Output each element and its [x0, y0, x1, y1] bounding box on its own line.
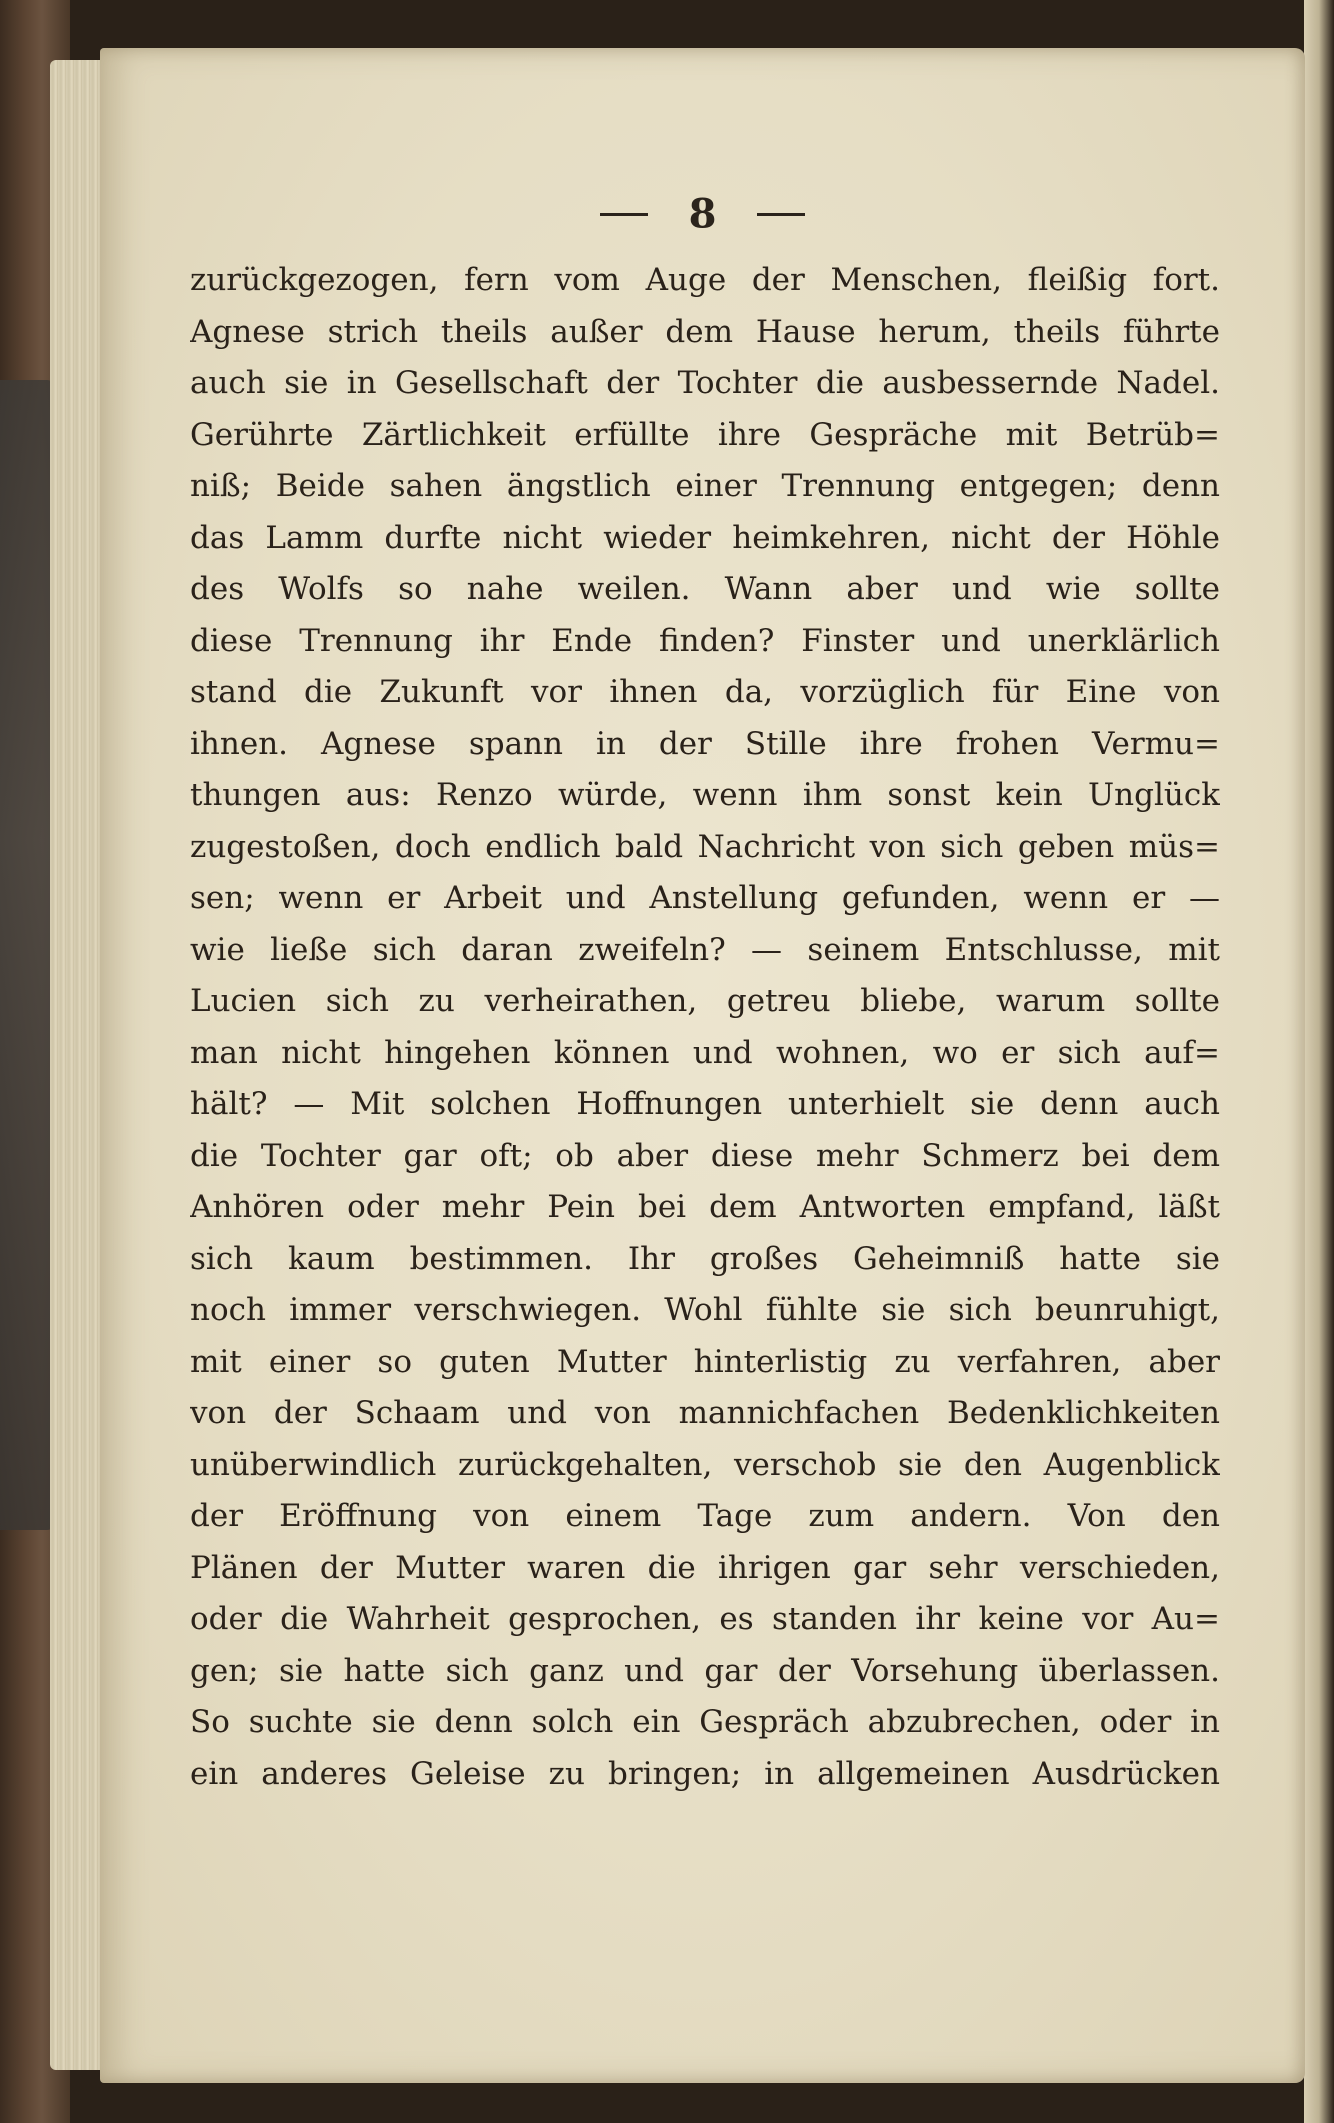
text-line: mit einer so guten Mutter hinterlistig zu verfahren, aber — [190, 1343, 1220, 1380]
text-line: stand die Zukunft vor ihnen da, vorzüglich für Eine von — [190, 674, 1220, 710]
text-line: So suchte sie denn solch ein Gespräch abzubrechen, oder in — [190, 1704, 1220, 1740]
text-line: zugestoßen, doch endlich bald Nachricht von sich geben müs= — [190, 828, 1220, 865]
text-line: noch immer verschwiegen. Wohl fühlte sie sich beunruhigt, — [190, 1292, 1220, 1328]
text-line: hält? — Mit solchen Hoffnungen unterhielt sie denn auch — [190, 1086, 1220, 1122]
text-line: Plänen der Mutter waren die ihrigen gar sehr verschieden, — [190, 1549, 1220, 1586]
header-dash-left — [600, 213, 648, 216]
next-page-edge — [1304, 0, 1334, 2123]
text-line: sich kaum bestimmen. Ihr großes Geheimniß hatte sie — [190, 1240, 1220, 1277]
text-line: des Wolfs so nahe weilen. Wann aber und wie sollte — [190, 571, 1220, 607]
text-line: thungen aus: Renzo würde, wenn ihm sonst kein Unglück — [190, 777, 1220, 813]
text-line: sen; wenn er Arbeit und Anstellung gefunden, wenn er — — [190, 880, 1220, 916]
text-line: Anhören oder mehr Pein bei dem Antworten empfand, läßt — [190, 1189, 1220, 1225]
text-line: der Eröffnung von einem Tage zum andern. Von den — [190, 1498, 1220, 1534]
text-line: das Lamm durfte nicht wieder heimkehren, nicht der Höhle — [190, 519, 1220, 556]
text-line: Lucien sich zu verheirathen, getreu bliebe, warum sollte — [190, 983, 1220, 1019]
text-line: unüberwindlich zurückgehalten, verschob sie den Augenblick — [190, 1446, 1220, 1483]
text-line: die Tochter gar oft; ob aber diese mehr Schmerz bei dem — [190, 1137, 1220, 1174]
text-line: man nicht hingehen können und wohnen, wo er sich auf= — [190, 1034, 1220, 1071]
text-line: oder die Wahrheit gesprochen, es standen ihr keine vor Au= — [190, 1601, 1220, 1637]
cover-wear — [0, 380, 55, 1530]
text-line: gen; sie hatte sich ganz und gar der Vorsehung überlassen. — [190, 1652, 1220, 1689]
text-line: von der Schaam und von mannichfachen Bedenklichkeiten — [190, 1395, 1220, 1431]
text-line: diese Trennung ihr Ende finden? Finster und unerklärlich — [190, 622, 1220, 659]
text-line: wie ließe sich daran zweifeln? — seinem Entschlusse, mit — [190, 931, 1220, 968]
header-dash-right — [757, 213, 805, 216]
text-line: ein anderes Geleise zu bringen; in allgemeinen Ausdrücken — [190, 1755, 1220, 1792]
text-line: zurückgezogen, fern vom Auge der Menschen, fleißig fort. — [190, 262, 1220, 298]
text-line: niß; Beide sahen ängstlich einer Trennung entgegen; denn — [190, 468, 1220, 504]
page-body-text — [190, 255, 1220, 1800]
text-line: ihnen. Agnese spann in der Stille ihre frohen Vermu= — [190, 725, 1220, 762]
text-line: auch sie in Gesellschaft der Tochter die ausbessernde Nadel. — [190, 365, 1220, 401]
text-line: Gerührte Zärtlichkeit erfüllte ihre Gespräche mit Betrüb= — [190, 416, 1220, 453]
page-header — [100, 188, 1305, 248]
page-number: 8 — [688, 190, 717, 238]
text-line: Agnese strich theils außer dem Hause herum, theils führte — [190, 313, 1220, 350]
